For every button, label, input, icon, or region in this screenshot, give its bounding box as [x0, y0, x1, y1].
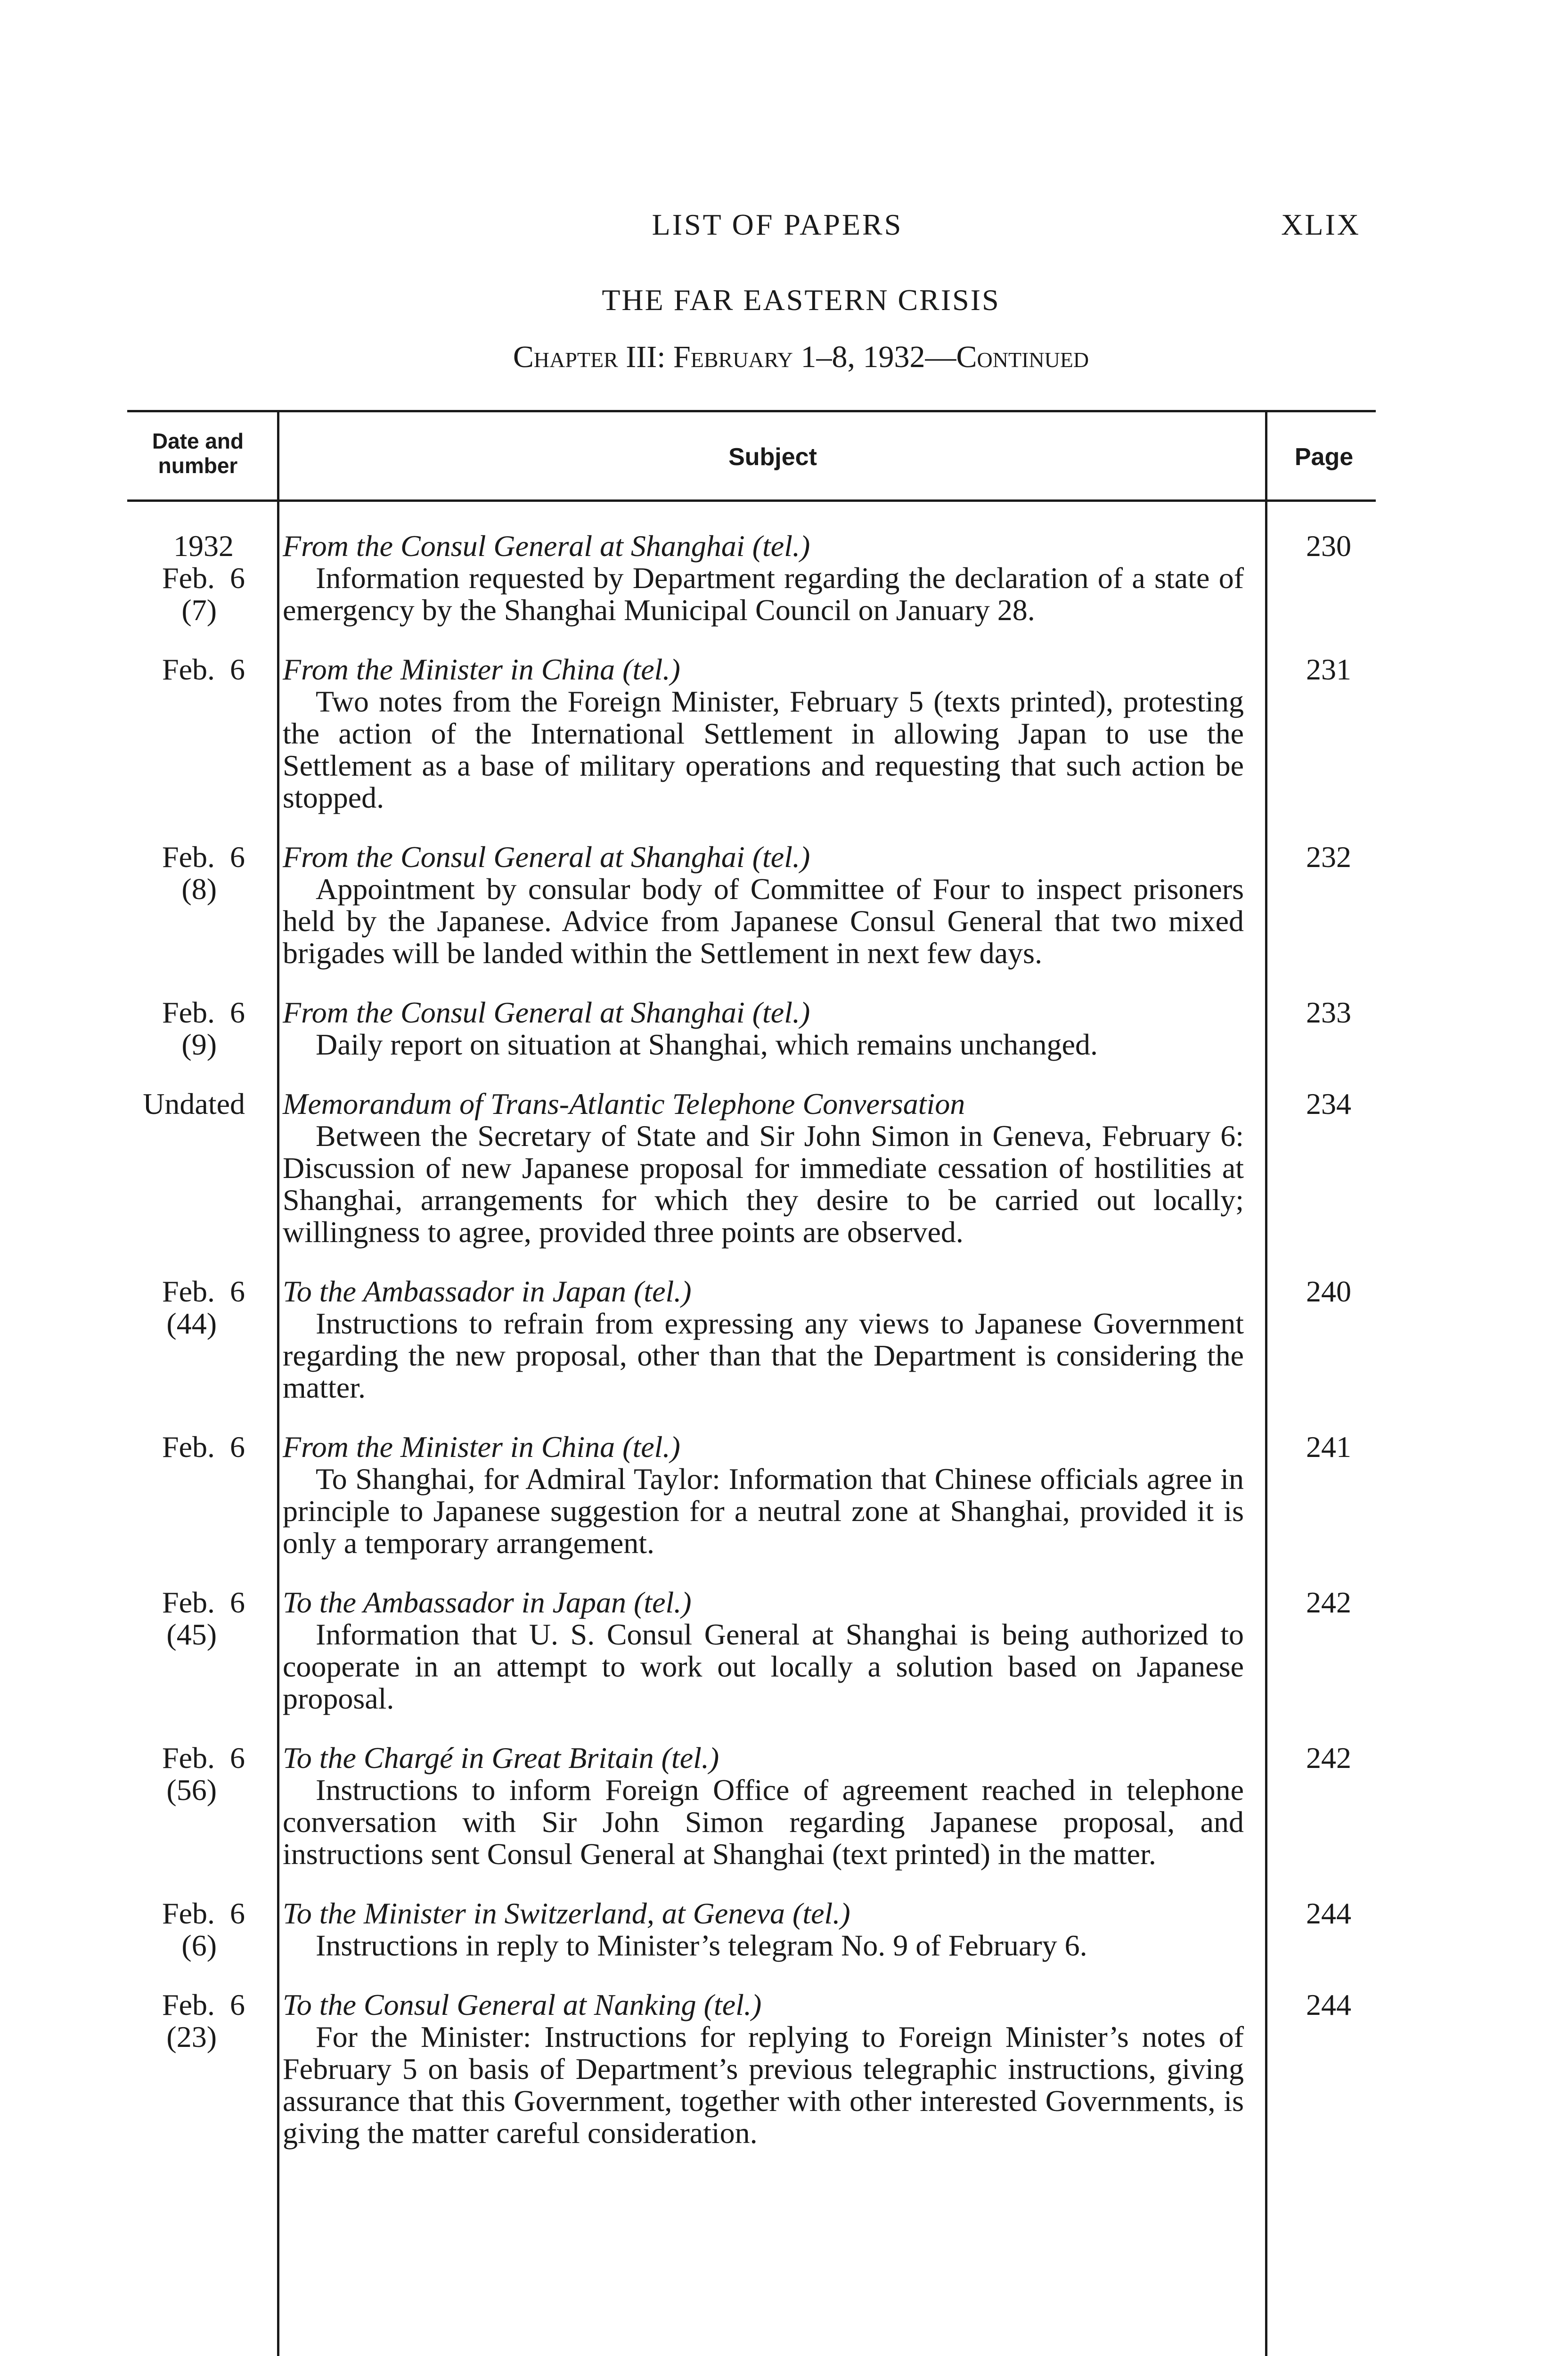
- entry-summary: Information requested by Department regarding the declaration of a state of emergency by the Shanghai Municipal Council on January 28.: [283, 561, 1244, 627]
- entry-number: (45): [166, 1618, 217, 1651]
- entry-heading: From the Minister in China (tel.): [283, 1430, 680, 1464]
- entry-page: 244: [1306, 1988, 1351, 2021]
- entry-date-cell: [127, 1088, 264, 1248]
- entry-date-cell: [127, 841, 264, 969]
- entry-summary: Two notes from the Foreign Minister, February 5 (texts printed), protesting the action of the International Settlement in allowing Japan to use the Settlement as a base of military operations and requesting that such action be stopped.: [283, 685, 1244, 814]
- entry-heading: To the Chargé in Great Britain (tel.): [283, 1741, 719, 1775]
- entry-subject-cell: [283, 1587, 1244, 1715]
- entry-number: (7): [181, 593, 217, 627]
- entry-number: (6): [181, 1929, 217, 1962]
- column-header-page: Page: [1294, 443, 1354, 471]
- entry-date: Undated: [143, 1087, 245, 1121]
- list-item: [127, 530, 1376, 626]
- entry-date-cell: [127, 654, 264, 814]
- entry-page: 232: [1306, 840, 1351, 874]
- entry-date: Feb. 6: [162, 1897, 245, 1930]
- entry-number: (8): [181, 872, 217, 906]
- list-item: [127, 654, 1376, 814]
- entry-date: Feb. 6: [162, 561, 245, 595]
- entry-summary: Daily report on situation at Shanghai, which remains unchanged.: [316, 1028, 1098, 1061]
- entry-heading: To the Ambassador in Japan (tel.): [283, 1586, 692, 1619]
- entry-heading: From the Consul General at Shanghai (tel.): [283, 840, 810, 874]
- entry-heading: Memorandum of Trans-Atlantic Telephone Conversation: [283, 1087, 965, 1121]
- entry-date-cell: [127, 1742, 264, 1870]
- entry-subject-cell: [283, 1088, 1244, 1248]
- entry-date: Feb. 6: [162, 996, 245, 1029]
- entry-page: 242: [1306, 1741, 1351, 1775]
- table-header-rule: [127, 499, 1376, 502]
- column-header-subject: Subject: [728, 443, 817, 471]
- column-header-date-line2: number: [158, 453, 238, 478]
- entry-year: 1932: [173, 529, 234, 563]
- entry-page: 240: [1306, 1275, 1351, 1308]
- entry-page: 244: [1306, 1897, 1351, 1930]
- chapter-dates: February 1–8, 1932—Continued: [673, 340, 1089, 374]
- entry-subject-cell: [283, 1989, 1244, 2149]
- running-title: LIST OF PAPERS: [652, 208, 903, 241]
- entry-summary: Information that U. S. Consul General at Shanghai is being authorized to cooperate in an attempt to work out locally a solution based on Japanese proposal.: [283, 1618, 1244, 1715]
- entry-page: 233: [1306, 996, 1351, 1029]
- list-item: [127, 1587, 1376, 1715]
- entry-number: (9): [181, 1028, 217, 1061]
- entry-heading: To the Ambassador in Japan (tel.): [283, 1275, 692, 1308]
- column-header-date-line1: Date and: [152, 429, 244, 453]
- list-item: [127, 997, 1376, 1061]
- entry-heading: From the Consul General at Shanghai (tel.): [283, 529, 810, 563]
- entry-subject-cell: [283, 530, 1244, 626]
- entry-date-cell: [127, 530, 264, 626]
- entry-heading: To the Consul General at Nanking (tel.): [283, 1988, 762, 2021]
- entry-heading: From the Consul General at Shanghai (tel.): [283, 996, 810, 1029]
- entry-heading: To the Minister in Switzerland, at Geneva (tel.): [283, 1897, 850, 1930]
- entry-date: Feb. 6: [162, 1741, 245, 1775]
- entry-date: Feb. 6: [162, 653, 245, 686]
- entry-summary: For the Minister: Instructions for replying to Foreign Minister’s notes of February 5 on basis of Department’s previous telegraphic instructions, giving assurance that this Government, together with other interested Governments, is giving the matter careful consideration.: [283, 2020, 1244, 2150]
- entry-date: Feb. 6: [162, 840, 245, 874]
- entry-number: (56): [166, 1773, 217, 1807]
- entry-date: Feb. 6: [162, 1586, 245, 1619]
- entry-subject-cell: [283, 841, 1244, 969]
- list-item: [127, 1088, 1376, 1248]
- section-title: THE FAR EASTERN CRISIS: [602, 283, 1000, 317]
- list-item: [127, 1276, 1376, 1404]
- entry-number: (44): [166, 1307, 217, 1340]
- entry-subject-cell: [283, 1276, 1244, 1404]
- entry-number: (23): [166, 2020, 217, 2053]
- entry-page: 230: [1306, 529, 1351, 563]
- table-top-rule: [127, 410, 1376, 412]
- chapter-title: Chapter III: February 1–8, 1932—Continued: [513, 340, 1089, 374]
- entry-summary: Instructions to inform Foreign Office of agreement reached in telephone conversation with Sir John Simon regarding Japanese proposal, and instructions sent Consul General at Shanghai (text printed) in the matter.: [283, 1773, 1244, 1871]
- entry-subject-cell: [283, 1431, 1244, 1559]
- entry-summary: Instructions in reply to Minister’s telegram No. 9 of February 6.: [316, 1929, 1087, 1962]
- list-item: [127, 1989, 1376, 2149]
- entry-subject-cell: [283, 1898, 1244, 1962]
- column-header-date: [127, 429, 269, 478]
- entry-subject-cell: [283, 1742, 1244, 1870]
- entry-page: 231: [1306, 653, 1351, 686]
- entry-page: 241: [1306, 1430, 1351, 1464]
- folio-page-number: XLIX: [1281, 208, 1361, 241]
- entry-date: Feb. 6: [162, 1275, 245, 1308]
- list-item: [127, 1431, 1376, 1559]
- entry-date-cell: [127, 1431, 264, 1559]
- list-item: [127, 841, 1376, 969]
- entry-summary: To Shanghai, for Admiral Taylor: Information that Chinese officials agree in principle to Japanese suggestion for a neutral zone at Shanghai, provided it is only a temporary arrangement.: [283, 1462, 1244, 1560]
- entry-summary: Instructions to refrain from expressing any views to Japanese Government regarding the new proposal, other than that the Department is considering the matter.: [283, 1307, 1244, 1404]
- entry-subject-cell: [283, 997, 1244, 1061]
- chapter-label: Chapter III: [513, 340, 657, 374]
- entry-date-cell: [127, 1898, 264, 1962]
- entry-date: Feb. 6: [162, 1988, 245, 2021]
- entry-date: Feb. 6: [162, 1430, 245, 1464]
- papers-list: [127, 530, 1376, 2176]
- entry-date-cell: [127, 1276, 264, 1404]
- list-item: [127, 1742, 1376, 1870]
- entry-page: 234: [1306, 1087, 1351, 1121]
- list-item: [127, 1898, 1376, 1962]
- entry-summary: Between the Secretary of State and Sir John Simon in Geneva, February 6: Discussion of new Japanese proposal for immediate cessation of hostilities at Shanghai, arrangements for which they desire to be carried out locally; willingness to agree, provided three points are observed.: [283, 1119, 1244, 1249]
- entry-heading: From the Minister in China (tel.): [283, 653, 680, 686]
- entry-date-cell: [127, 1989, 264, 2149]
- entry-summary: Appointment by consular body of Committee of Four to inspect prisoners held by the Japanese. Advice from Japanese Consul General that two mixed brigades will be landed within the Settlement in next few days.: [283, 872, 1244, 970]
- entry-date-cell: [127, 1587, 264, 1715]
- entry-page: 242: [1306, 1586, 1351, 1619]
- entry-date-cell: [127, 997, 264, 1061]
- entry-subject-cell: [283, 654, 1244, 814]
